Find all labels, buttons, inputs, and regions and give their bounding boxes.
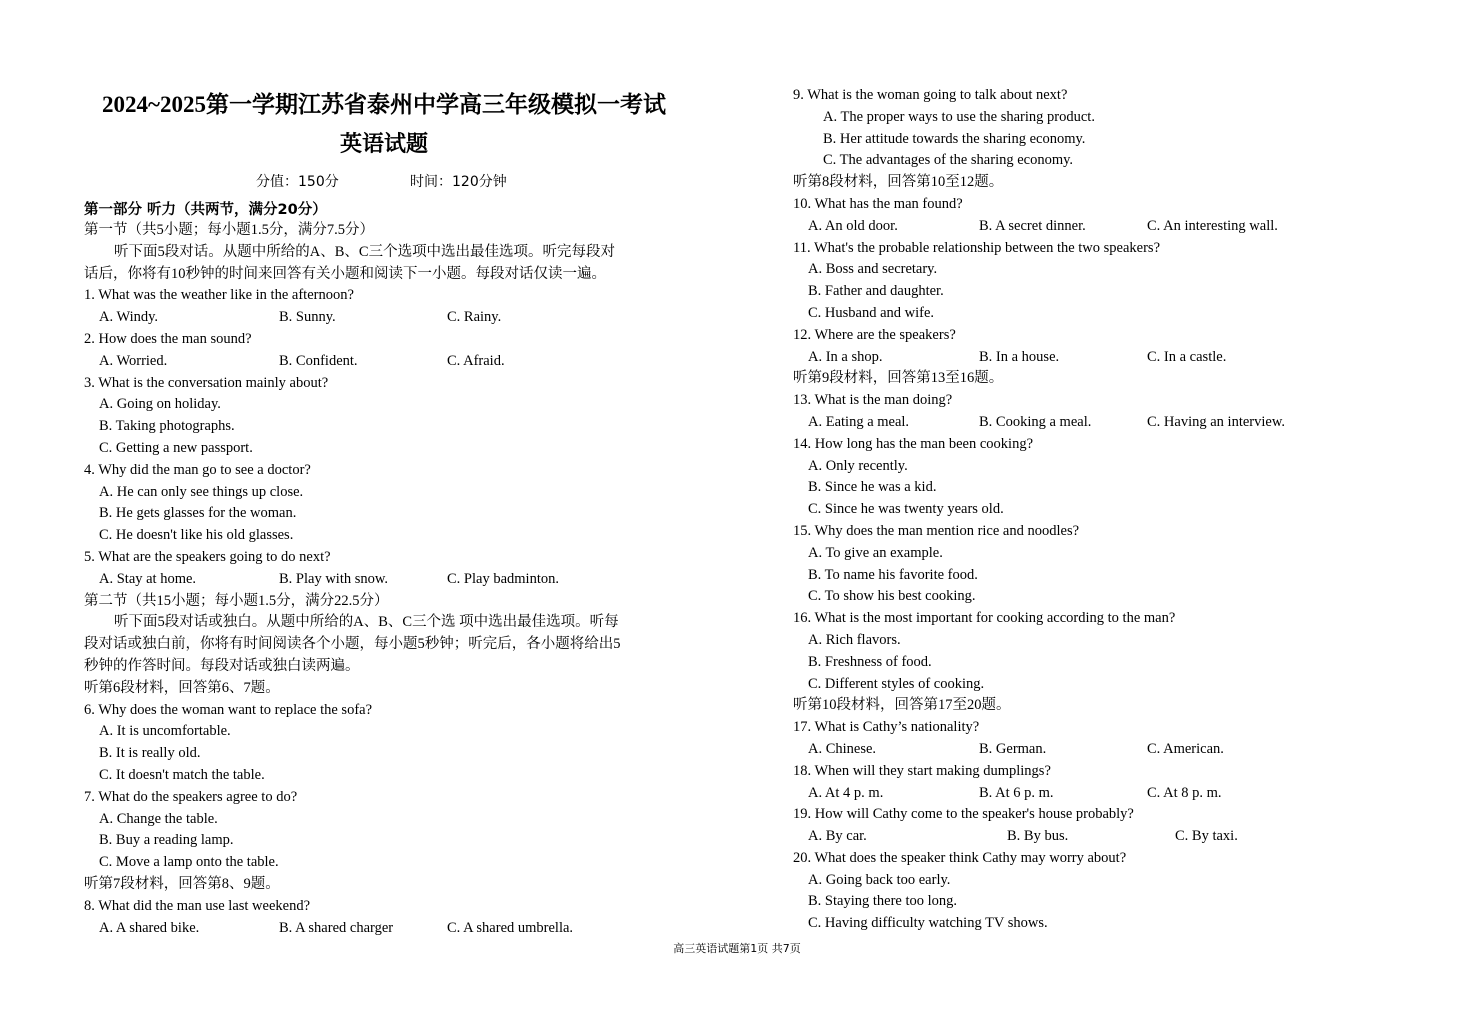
material-heading: 听第6段材料，回答第6、7题。 <box>84 679 280 696</box>
question-19: 19. How will Cathy come to the speaker's house probably? <box>793 806 1134 823</box>
question-11: 11. What's the probable relationship between the two speakers? <box>793 239 1161 256</box>
section2-instruction: 段对话或独白前，你将有时间阅读各个小题，每小题5秒钟；听完后，各小题将给出5 <box>84 636 621 653</box>
option-c: C. Having difficulty watching TV shows. <box>808 915 1048 932</box>
options-row <box>84 918 694 940</box>
options-row <box>84 351 694 373</box>
question-14: 14. How long has the man been cooking? <box>793 435 1034 452</box>
option-b: B. German. <box>979 740 1047 757</box>
option-b: B. Sunny. <box>279 309 336 326</box>
option-b: B. Cooking a meal. <box>979 413 1092 430</box>
section2-heading: 第二节（共15小题；每小题1.5分，满分22.5分） <box>84 592 389 609</box>
question-13: 13. What is the man doing? <box>793 392 953 409</box>
option-b: B. Confident. <box>279 352 358 369</box>
option-c: C. He doesn't like his old glasses. <box>99 527 294 544</box>
question-20: 20. What does the speaker think Cathy may worry about? <box>793 849 1127 866</box>
option-c: C. To show his best cooking. <box>808 588 976 605</box>
question-2: 2. How does the man sound? <box>84 330 252 347</box>
option-a: A. Stay at home. <box>99 570 197 587</box>
page-footer: 高三英语试题第1页 共7页 <box>673 942 801 955</box>
exam-subtitle: 英语试题 <box>339 131 428 156</box>
option-c: C. American. <box>1147 740 1224 757</box>
question-6: 6. Why does the woman want to replace the sofa? <box>84 701 373 718</box>
option-c: C. An interesting wall. <box>1147 217 1278 234</box>
option-b: B. To name his favorite food. <box>808 566 978 583</box>
question-16: 16. What is the most important for cooking according to the man? <box>793 610 1176 627</box>
option-c: C. At 8 p. m. <box>1147 784 1222 801</box>
option-b: B. In a house. <box>979 348 1060 365</box>
option-c: C. It doesn't match the table. <box>99 766 265 783</box>
material-heading: 听第7段材料，回答第8、9题。 <box>84 875 280 892</box>
question-17: 17. What is Cathy’s nationality? <box>793 719 980 736</box>
option-c: C. Rainy. <box>447 309 502 326</box>
option-a: A. At 4 p. m. <box>808 784 884 801</box>
option-a: A. The proper ways to use the sharing product. <box>823 108 1095 125</box>
question-3: 3. What is the conversation mainly about? <box>84 374 329 391</box>
section1-instruction: 话后，你将有10秒钟的时间来回答有关小题和阅读下一小题。每段对话仅读一遍。 <box>84 265 606 282</box>
question-1: 1. What was the weather like in the afternoon? <box>84 287 354 304</box>
options-row <box>793 783 1403 805</box>
option-a: A. An old door. <box>808 217 898 234</box>
option-a: A. Going on holiday. <box>99 396 221 413</box>
option-a: A. Chinese. <box>808 740 877 757</box>
option-a: A. Only recently. <box>808 457 908 474</box>
exam-title: 2024~2025第一学期江苏省泰州中学高三年级模拟一考试 <box>102 92 666 117</box>
option-c: C. Play badminton. <box>447 570 559 587</box>
option-c: C. By taxi. <box>1175 828 1238 845</box>
section1-heading: 第一节（共5小题；每小题1.5分，满分7.5分） <box>84 222 374 238</box>
option-c: C. The advantages of the sharing economy. <box>823 152 1074 169</box>
option-a: A. Rich flavors. <box>808 631 901 648</box>
option-a: A. Windy. <box>99 309 159 326</box>
left-column <box>84 220 694 939</box>
option-a: A. It is uncomfortable. <box>99 723 231 740</box>
section2-instruction: 秒钟的作答时间。每段对话或独白读两遍。 <box>84 657 360 674</box>
option-c: C. A shared umbrella. <box>447 919 574 936</box>
option-a: A. Boss and secretary. <box>808 261 938 278</box>
options-row <box>793 412 1403 434</box>
options-row <box>793 826 1403 848</box>
option-a: A. By car. <box>808 828 867 845</box>
option-a: A. Eating a meal. <box>808 413 910 430</box>
option-b: B. At 6 p. m. <box>979 784 1054 801</box>
question-12: 12. Where are the speakers? <box>793 326 956 343</box>
option-c: C. Afraid. <box>447 352 505 369</box>
option-b: B. Staying there too long. <box>808 893 958 910</box>
option-a: A. A shared bike. <box>99 919 200 936</box>
option-b: B. A secret dinner. <box>979 217 1086 234</box>
section1-instruction: 听下面5段对话。从题中所给的A、B、C三个选项中选出最佳选项。听完每段对 <box>114 243 616 260</box>
option-b: B. Her attitude towards the sharing economy. <box>823 130 1086 147</box>
question-4: 4. Why did the man go to see a doctor? <box>84 461 311 478</box>
question-8: 8. What did the man use last weekend? <box>84 897 311 914</box>
options-row <box>84 307 694 329</box>
options-row <box>793 347 1403 369</box>
option-b: B. Freshness of food. <box>808 653 932 670</box>
question-5: 5. What are the speakers going to do next? <box>84 548 331 565</box>
option-a: A. To give an example. <box>808 544 943 561</box>
option-c: C. In a castle. <box>1147 348 1227 365</box>
option-a: A. Going back too early. <box>808 871 951 888</box>
option-b: B. Since he was a kid. <box>808 479 937 496</box>
question-7: 7. What do the speakers agree to do? <box>84 788 298 805</box>
option-b: B. Play with snow. <box>279 570 389 587</box>
option-c: C. Having an interview. <box>1147 413 1285 430</box>
option-a: A. He can only see things up close. <box>99 483 304 500</box>
option-c: C. Move a lamp onto the table. <box>99 854 279 871</box>
option-b: B. Buy a reading lamp. <box>99 832 234 849</box>
section2-instruction: 听下面5段对话或独白。从题中所给的A、B、C三个选 项中选出最佳选项。听每 <box>114 614 619 631</box>
options-row <box>793 216 1403 238</box>
material-heading: 听第10段材料，回答第17至20题。 <box>793 697 1011 714</box>
right-column <box>793 85 1403 935</box>
material-heading: 听第9段材料，回答第13至16题。 <box>793 370 1004 387</box>
option-b: B. Father and daughter. <box>808 283 944 300</box>
option-b: B. He gets glasses for the woman. <box>99 505 297 522</box>
option-a: A. In a shop. <box>808 348 883 365</box>
question-18: 18. When will they start making dumplings? <box>793 762 1051 779</box>
option-c: C. Husband and wife. <box>808 304 935 321</box>
option-b: B. By bus. <box>1007 828 1069 845</box>
score-info: 分值：150分 <box>256 174 339 190</box>
option-c: C. Since he was twenty years old. <box>808 501 1004 518</box>
option-c: C. Getting a new passport. <box>99 439 253 456</box>
option-a: A. Change the table. <box>99 810 218 827</box>
options-row <box>793 739 1403 761</box>
option-b: B. Taking photographs. <box>99 418 235 435</box>
options-row <box>84 569 694 591</box>
option-b: B. A shared charger <box>279 919 394 936</box>
option-c: C. Different styles of cooking. <box>808 675 985 692</box>
option-b: B. It is really old. <box>99 745 201 762</box>
question-9: 9. What is the woman going to talk about next? <box>793 87 1068 103</box>
question-15: 15. Why does the man mention rice and noodles? <box>793 522 1080 539</box>
material-heading: 听第8段材料，回答第10至12题。 <box>793 174 1004 191</box>
time-info: 时间：120分钟 <box>410 174 507 190</box>
question-10: 10. What has the man found? <box>793 195 963 212</box>
part1-heading: 第一部分 听力（共两节，满分20分） <box>84 202 327 218</box>
option-a: A. Worried. <box>99 352 168 369</box>
